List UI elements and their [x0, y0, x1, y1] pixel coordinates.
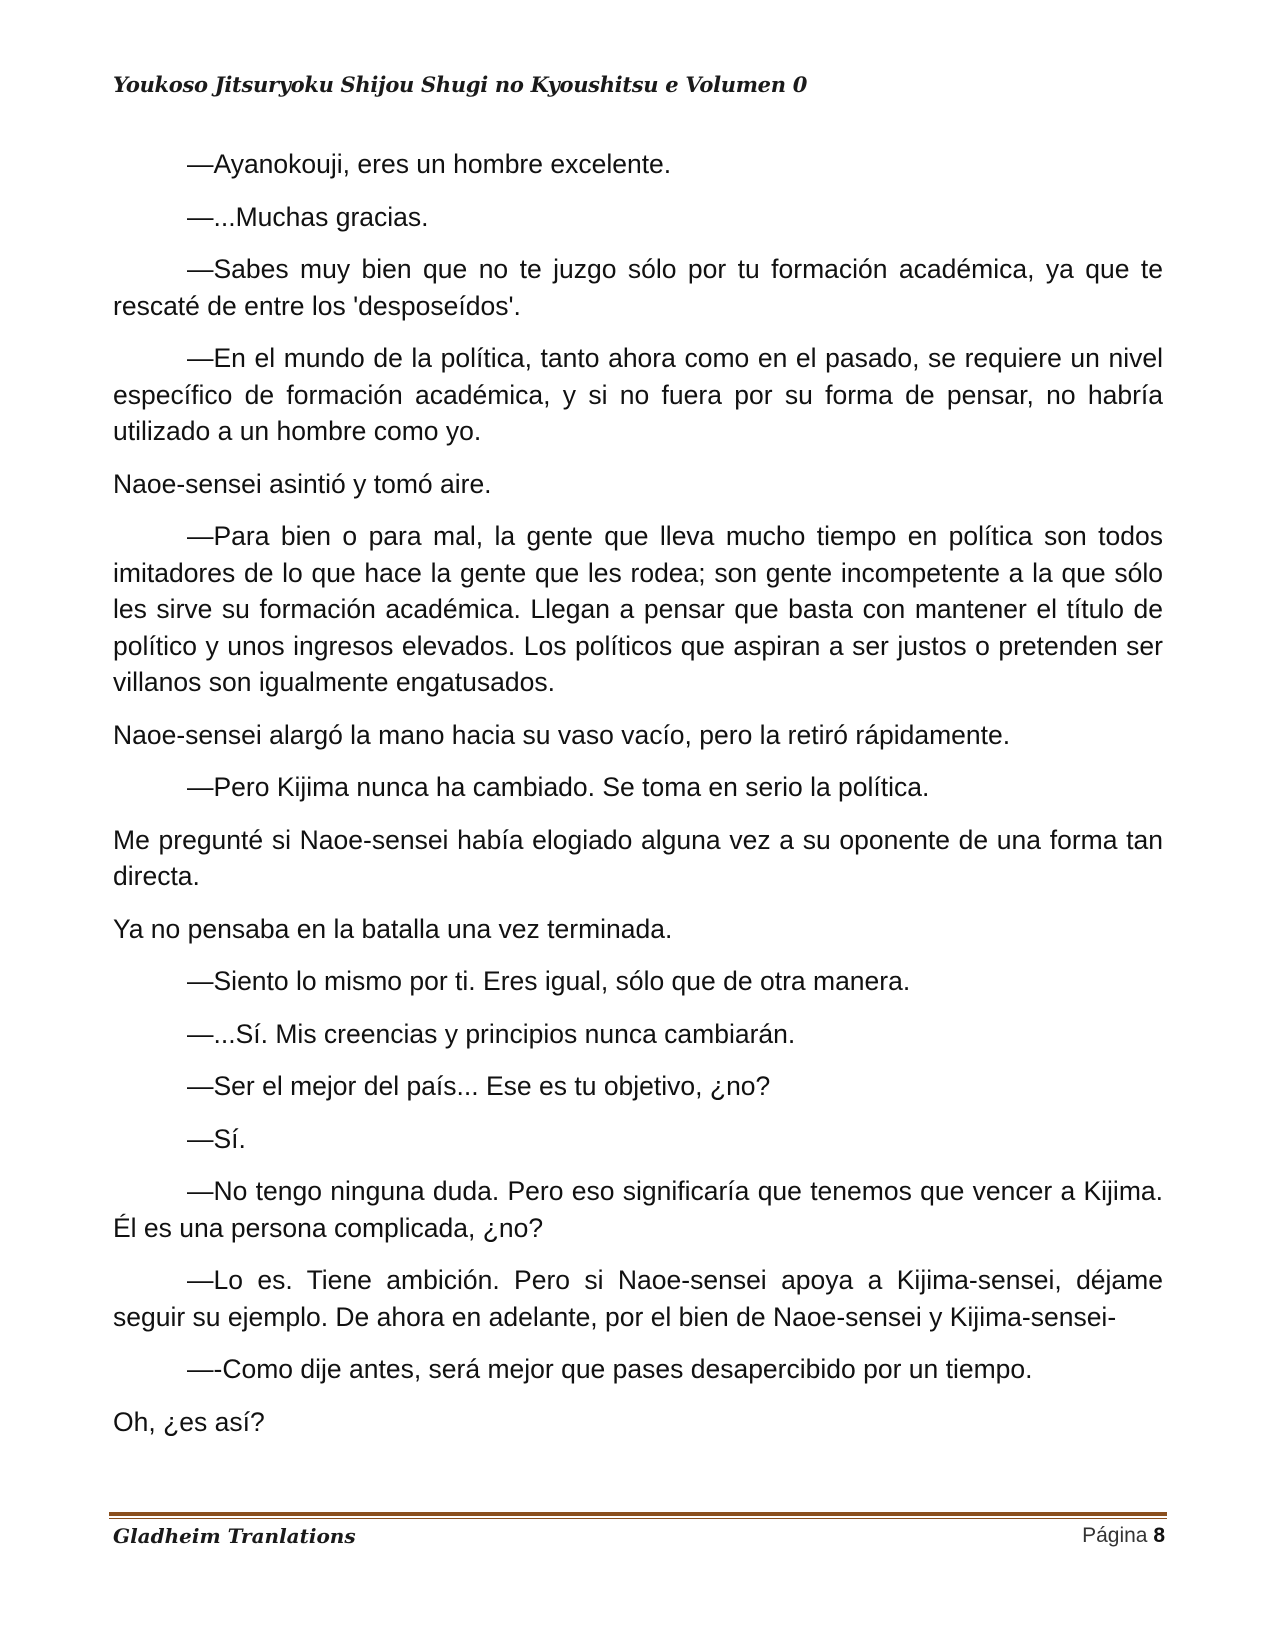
page-number: 8	[1153, 1524, 1165, 1547]
running-header: Youkoso Jitsuryoku Shijou Shugi no Kyoushitsu e Volumen 0	[113, 72, 808, 97]
page-label: Página	[1082, 1524, 1148, 1547]
footer-divider	[109, 1512, 1167, 1519]
paragraph: —Lo es. Tiene ambición. Pero si Naoe-sensei apoya a Kijima-sensei, déjame seguir su ejemplo. De ahora en adelante, por el bien de Naoe-sensei y Kijima-sensei-	[113, 1265, 1163, 1332]
paragraph: —En el mundo de la política, tanto ahora como en el pasado, se requiere un nivel específico de formación académica, y si no fuera por su forma de pensar, no habría utilizado a un hombre como yo.	[113, 343, 1163, 446]
paragraph: Ya no pensaba en la batalla una vez terminada.	[113, 913, 673, 944]
paragraph: Me pregunté si Naoe-sensei había elogiado alguna vez a su oponente de una forma tan directa.	[113, 824, 1163, 891]
paragraph: —No tengo ninguna duda. Pero eso significaría que tenemos que vencer a Kijima. Él es una persona complicada, ¿no?	[113, 1176, 1163, 1243]
paragraph: —Siento lo mismo por ti. Eres igual, sólo que de otra manera.	[187, 966, 911, 996]
footer-credit: Gladheim Tranlations	[113, 1524, 356, 1548]
paragraph: Naoe-sensei alargó la mano hacia su vaso vacío, pero la retiró rápidamente.	[113, 719, 1011, 750]
paragraph: Oh, ¿es así?	[113, 1406, 265, 1437]
paragraph: —Para bien o para mal, la gente que lleva mucho tiempo en política son todos imitadores de lo que hace la gente que les rodea; son gente incompetente a la que sólo les sirve su formación académica. Llegan a pensar que basta con mantener el título de político y unos ingresos elevados. Los políticos que aspiran a ser justos o pretenden ser villanos son igualmente engatusados.	[113, 521, 1163, 697]
paragraph: Naoe-sensei asintió y tomó aire.	[113, 468, 492, 499]
paragraph: —Pero Kijima nunca ha cambiado. Se toma en serio la política.	[187, 772, 930, 802]
paragraph: —Sí.	[187, 1123, 246, 1154]
paragraph: —-Como dije antes, será mejor que pases desapercibido por un tiempo.	[187, 1354, 1033, 1384]
paragraph: —Ser el mejor del país... Ese es tu objetivo, ¿no?	[187, 1071, 771, 1101]
paragraph: —...Sí. Mis creencias y principios nunca cambiarán.	[187, 1018, 796, 1049]
page-body	[113, 146, 1163, 1456]
paragraph: —Sabes muy bien que no te juzgo sólo por tu formación académica, ya que te rescaté de entre los 'desposeídos'.	[113, 254, 1163, 321]
paragraph: —...Muchas gracias.	[187, 201, 429, 232]
page-number-label	[1082, 1524, 1165, 1548]
paragraph: —Ayanokouji, eres un hombre excelente.	[187, 149, 672, 179]
